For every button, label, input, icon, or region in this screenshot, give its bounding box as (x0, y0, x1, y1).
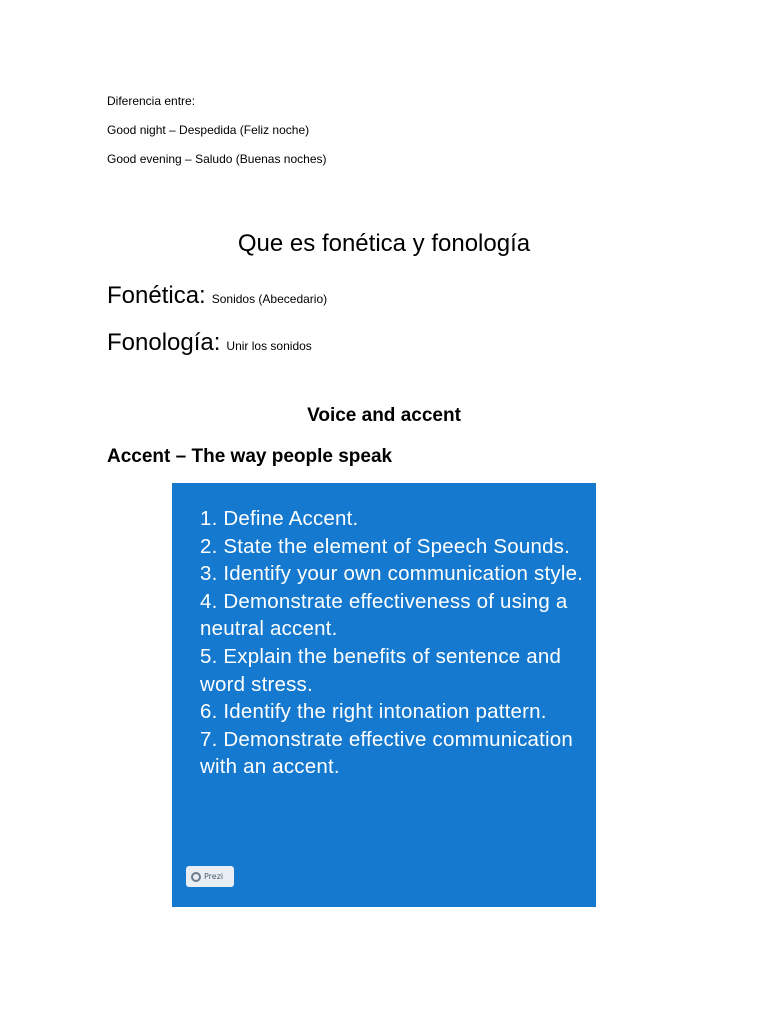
prezi-logo-icon (191, 872, 201, 882)
prezi-badge-label: Prezi (204, 872, 224, 881)
list-item: 6. Identify the right intonation pattern. (200, 700, 547, 724)
accent-definition-heading: Accent – The way people speak (107, 446, 393, 467)
list-item: 1. Define Accent. (200, 507, 359, 530)
good-night-line: Good night – Despedida (Feliz noche) (107, 123, 310, 137)
section-title: Que es fonética y fonología (237, 230, 531, 257)
intro-heading: Diferencia entre: (107, 94, 196, 108)
list-item: 2. State the element of Speech Sounds. (200, 534, 571, 558)
term-fonetica (107, 281, 327, 311)
term-definition: Unir los sonidos (226, 339, 312, 353)
list-item: 7. Demonstrate effective communication with an accent. (200, 727, 573, 779)
list-item: 3. Identify your own communication style. (200, 562, 584, 586)
term-name: Fonética: (107, 282, 206, 309)
term-definition: Sonidos (Abecedario) (211, 292, 328, 306)
list-item: 5. Explain the benefits of sentence and word stress. (200, 644, 562, 696)
term-fonologia (107, 328, 312, 358)
good-evening-line: Good evening – Saludo (Buenas noches) (107, 152, 327, 166)
term-name: Fonología: (107, 329, 221, 356)
prezi-slide-image (172, 483, 596, 907)
list-item: 4. Demonstrate effectiveness of using a neutral accent. (200, 589, 568, 641)
voice-accent-subheading: Voice and accent (307, 405, 461, 426)
prezi-badge[interactable] (186, 866, 234, 887)
objectives-list (200, 505, 596, 781)
